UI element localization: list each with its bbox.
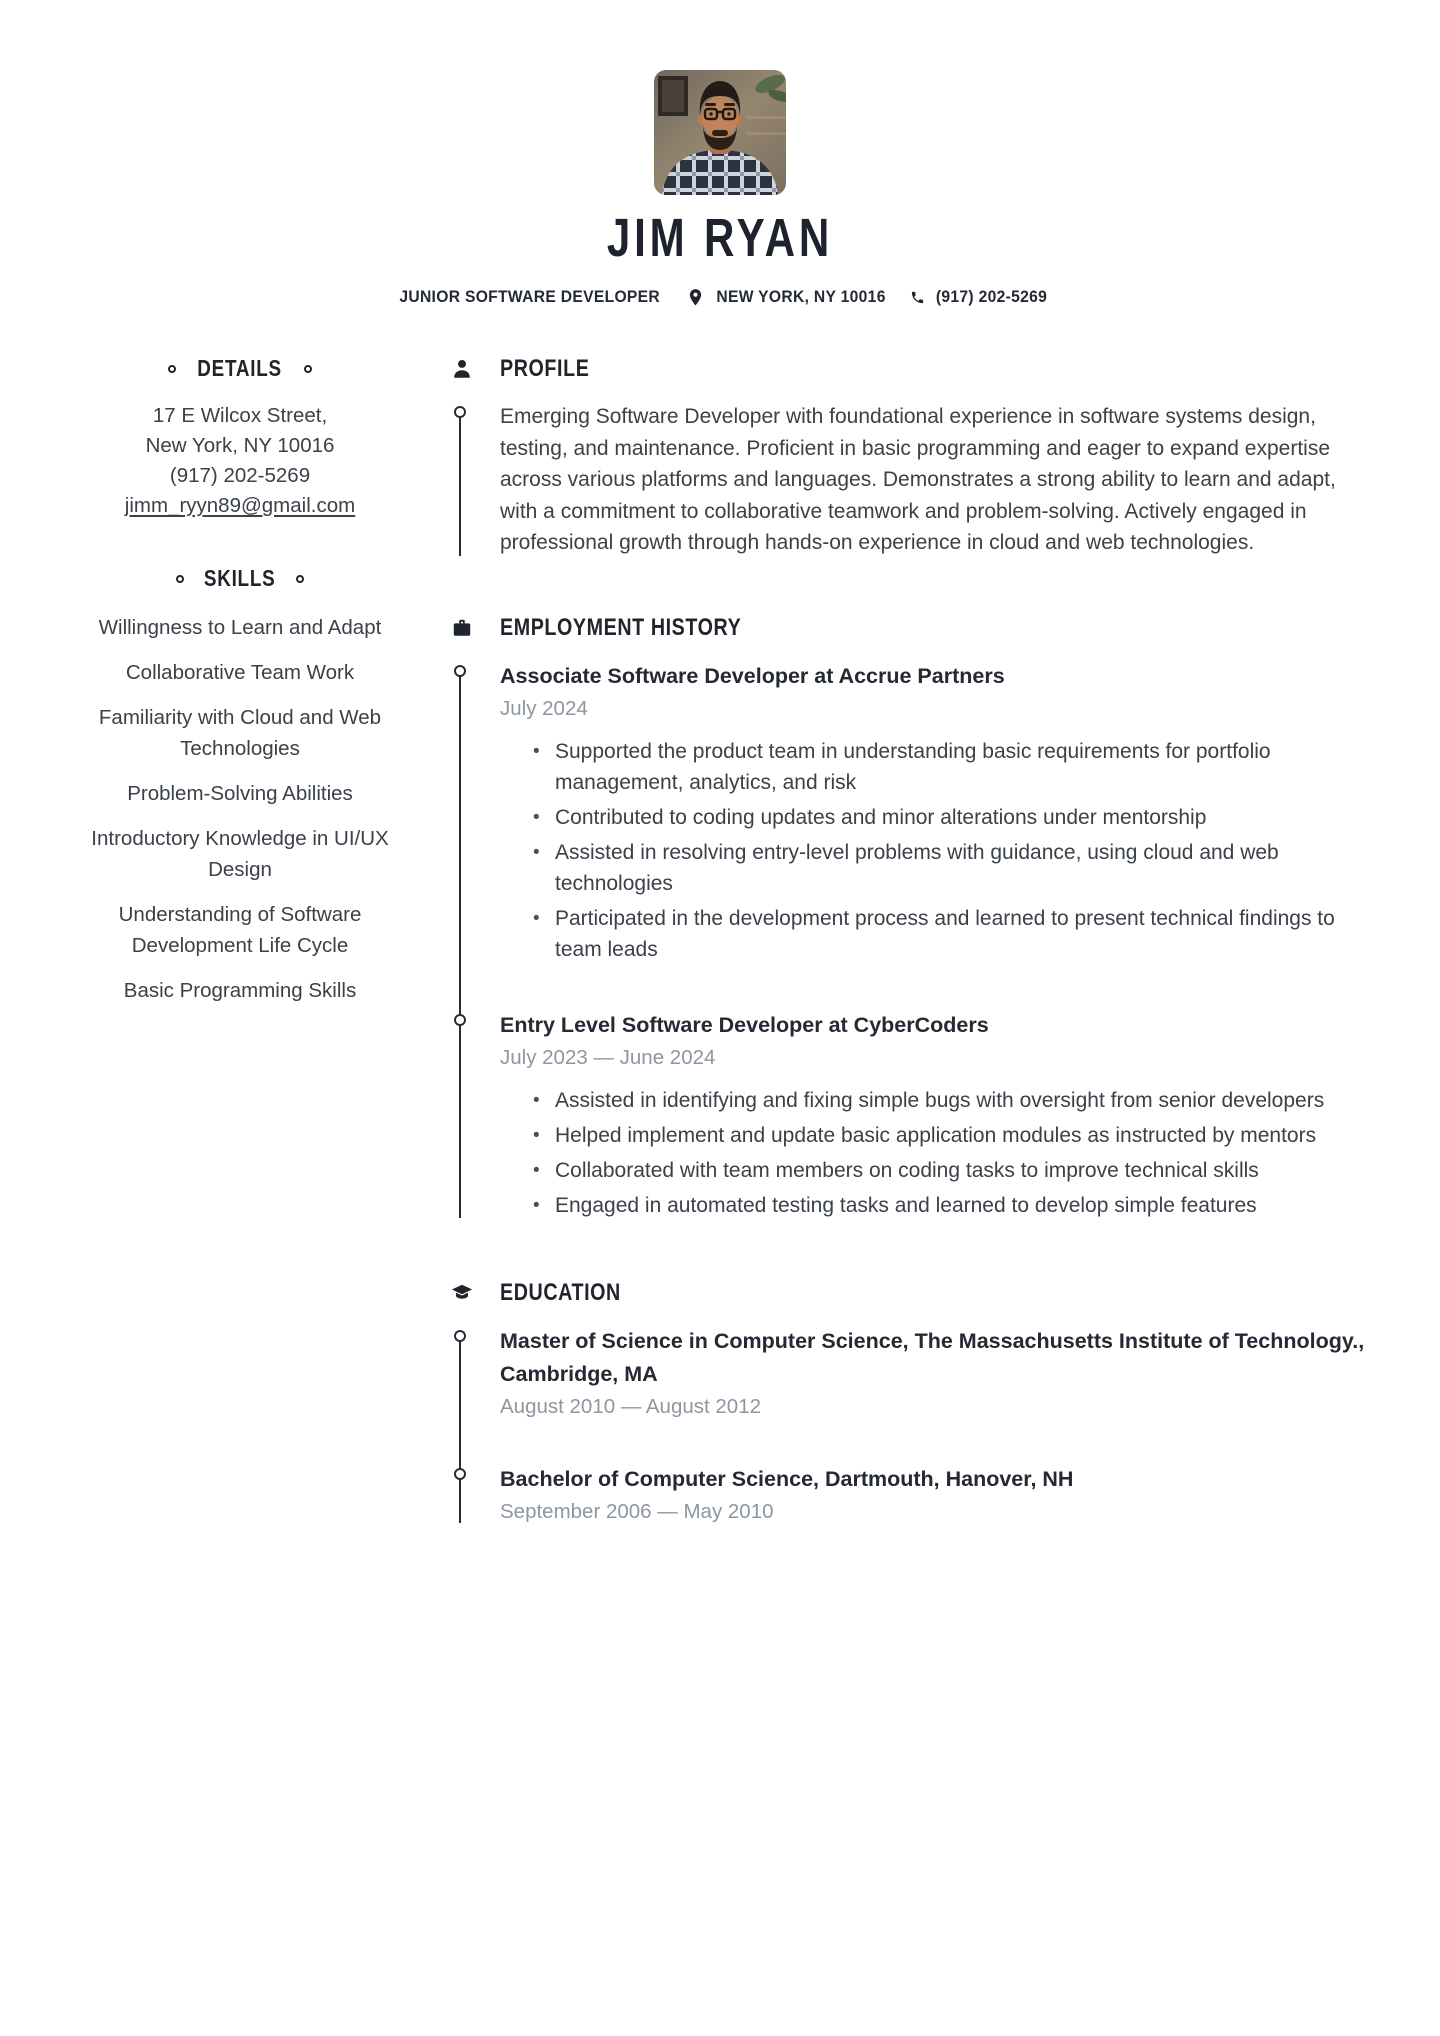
skill-item: Familiarity with Cloud and Web Technologies bbox=[98, 706, 382, 760]
details-heading: DETAILS bbox=[197, 355, 283, 381]
job-bullets bbox=[500, 1085, 1370, 1221]
profile-heading: PROFILE bbox=[500, 355, 590, 382]
graduation-cap-icon bbox=[450, 1282, 474, 1304]
employment-header bbox=[450, 613, 1370, 641]
education-entry bbox=[500, 1463, 1370, 1526]
timeline-ring-icon bbox=[454, 1330, 466, 1342]
decorative-dot-icon bbox=[168, 365, 176, 373]
profile-photo bbox=[654, 70, 786, 195]
skill-item: Understanding of Software Development Life Cycle bbox=[118, 903, 362, 957]
skill-item: Collaborative Team Work bbox=[125, 661, 355, 684]
location-pin-icon bbox=[688, 289, 703, 306]
page-title bbox=[0, 208, 1440, 268]
job-title: Entry Level Software Developer at CyberCoders bbox=[500, 1012, 989, 1037]
skill-item: Problem-Solving Abilities bbox=[127, 782, 353, 805]
education-entries bbox=[459, 1325, 1370, 1526]
phone-icon bbox=[910, 290, 925, 305]
contact-row bbox=[0, 287, 1440, 307]
bullet-item: • Helped implement and update basic application modules as instructed by mentors bbox=[500, 1120, 1370, 1151]
bullet-item: • Contributed to coding updates and minor alterations under mentorship bbox=[500, 802, 1370, 833]
skill-item: Willingness to Learn and Adapt bbox=[98, 616, 382, 639]
briefcase-icon bbox=[450, 617, 474, 639]
bullet-item: • Assisted in resolving entry-level problems with guidance, using cloud and web technologies bbox=[500, 837, 1370, 899]
bullet-item: • Participated in the development process and learned to present technical findings to team leads bbox=[500, 903, 1370, 965]
bullet-item: • Collaborated with team members on coding tasks to improve technical skills bbox=[500, 1155, 1370, 1186]
employment-section bbox=[450, 613, 1370, 1221]
job-entry bbox=[500, 1009, 1370, 1221]
profile-text: Emerging Software Developer with foundational experience in software systems design, testing, and maintenance. Proficient in basic programming and eager to expand expertise across various platforms and languages. Demonstrates a strong ability to learn and adapt, with a commitment to collaborative teamwork and problem-solving. Actively engaged in professional growth through hands-on experience in cloud and web technologies. bbox=[500, 405, 1336, 554]
job-date: July 2024 bbox=[500, 696, 588, 720]
employment-heading: EMPLOYMENT HISTORY bbox=[500, 613, 742, 641]
profile-entries bbox=[459, 401, 1370, 559]
education-date: September 2006 — May 2010 bbox=[500, 1499, 774, 1523]
person-icon bbox=[450, 358, 474, 380]
job-entry bbox=[500, 660, 1370, 965]
education-header bbox=[450, 1278, 1370, 1306]
phone-item bbox=[910, 287, 1052, 307]
details-section bbox=[75, 357, 405, 521]
profile-header bbox=[450, 357, 1370, 381]
address-block bbox=[75, 401, 405, 521]
skills-heading-row bbox=[75, 567, 405, 590]
phone-number: (917) 202-5269 bbox=[169, 464, 311, 487]
header bbox=[0, 0, 1440, 307]
education-section bbox=[450, 1278, 1370, 1526]
candidate-job-title: JUNIOR SOFTWARE DEVELOPER bbox=[399, 287, 660, 306]
candidate-name: JIM RYAN bbox=[606, 208, 834, 268]
decorative-dot-icon bbox=[304, 365, 312, 373]
education-date: August 2010 — August 2012 bbox=[500, 1394, 762, 1418]
sidebar bbox=[75, 357, 405, 1526]
profile-section bbox=[450, 357, 1370, 559]
portrait-illustration bbox=[654, 70, 786, 195]
address-line-1: 17 E Wilcox Street, bbox=[152, 404, 328, 427]
education-title: Master of Science in Computer Science, The Massachusetts Institute of Technology., Cambridge, MA bbox=[500, 1328, 1365, 1386]
timeline-ring-icon bbox=[454, 406, 466, 418]
education-entry bbox=[500, 1325, 1370, 1421]
timeline-ring-icon bbox=[454, 665, 466, 677]
job-title: Associate Software Developer at Accrue Partners bbox=[500, 663, 1005, 688]
phone-text: (917) 202-5269 bbox=[936, 287, 1048, 306]
bullet-item: • Supported the product team in understanding basic requirements for portfolio management, analytics, and risk bbox=[500, 736, 1370, 798]
employment-entries bbox=[459, 660, 1370, 1221]
timeline-ring-icon bbox=[454, 1014, 466, 1026]
details-heading-row bbox=[75, 357, 405, 380]
decorative-dot-icon bbox=[296, 575, 304, 583]
skills-section bbox=[75, 567, 405, 1006]
skills-list bbox=[75, 612, 405, 1006]
timeline-ring-icon bbox=[454, 1468, 466, 1480]
body-columns bbox=[0, 357, 1440, 1526]
address-line-2: New York, NY 10016 bbox=[145, 434, 335, 457]
skill-item: Basic Programming Skills bbox=[123, 979, 357, 1002]
bullet-item: • Assisted in identifying and fixing simple bugs with oversight from senior developers bbox=[500, 1085, 1370, 1116]
main-content bbox=[450, 357, 1370, 1526]
education-heading: EDUCATION bbox=[500, 1278, 621, 1306]
education-title: Bachelor of Computer Science, Dartmouth, Hanover, NH bbox=[500, 1466, 1074, 1491]
location-item bbox=[688, 287, 893, 307]
skill-item: Introductory Knowledge in UI/UX Design bbox=[91, 827, 389, 881]
decorative-dot-icon bbox=[176, 575, 184, 583]
profile-entry bbox=[500, 401, 1370, 559]
email-link[interactable]: jimm_ryyn89@gmail.com bbox=[124, 494, 356, 517]
job-bullets bbox=[500, 736, 1370, 965]
job-date: July 2023 — June 2024 bbox=[500, 1045, 716, 1069]
location-text: NEW YORK, NY 10016 bbox=[716, 287, 886, 306]
skills-heading: SKILLS bbox=[204, 565, 276, 591]
bullet-item: • Engaged in automated testing tasks and learned to develop simple features bbox=[500, 1190, 1370, 1221]
